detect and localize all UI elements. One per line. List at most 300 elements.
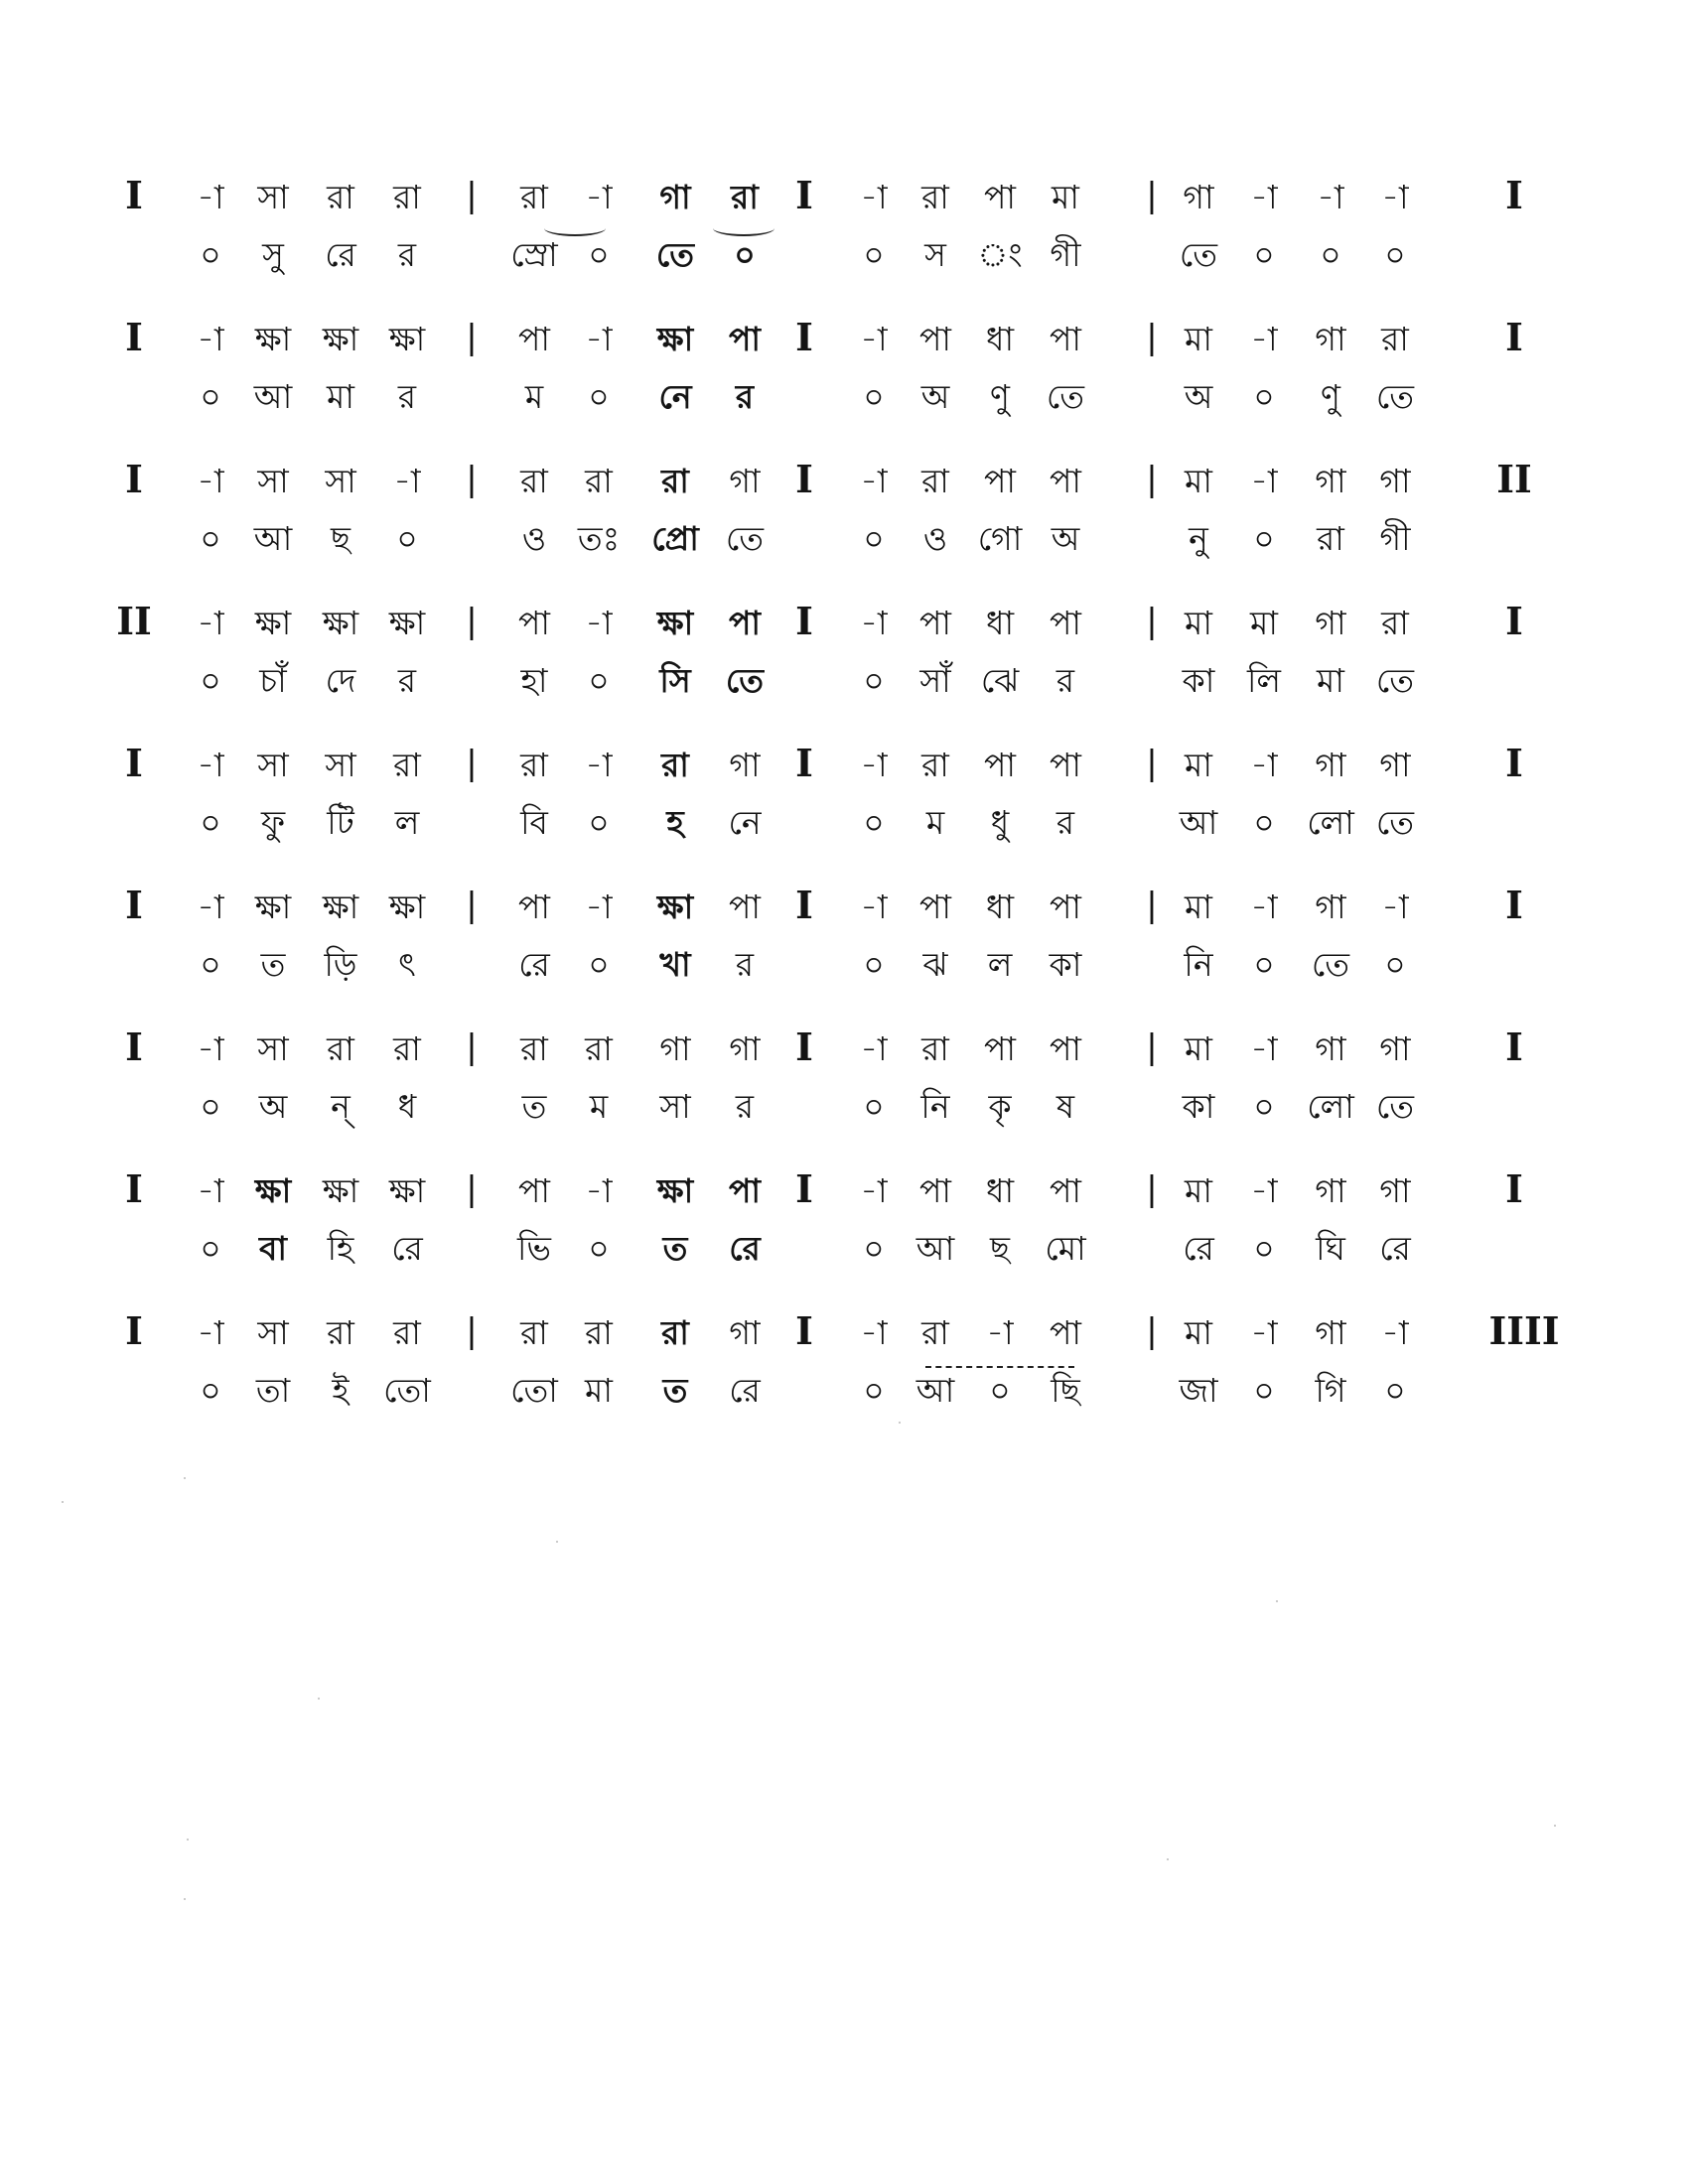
row-start-bar: I [125, 883, 143, 927]
swara-note: -া [585, 746, 613, 784]
row-end-bar: II [1496, 457, 1532, 501]
lyric-syllable: ০ [200, 803, 221, 842]
scan-speck [1554, 1825, 1556, 1827]
swara-note: ক্ষা [656, 1171, 694, 1210]
swara-note: -া [860, 1029, 888, 1068]
swara-note: -া [860, 887, 888, 926]
swara-note: গা [729, 1313, 761, 1352]
lyric-syllable: ০ [588, 803, 610, 842]
swara-note: রা [393, 1313, 421, 1352]
row-start-bar: I [125, 741, 143, 785]
lyric-syllable: লো [1307, 803, 1354, 842]
lyric-syllable: রে [729, 1371, 761, 1410]
swara-note: গা [1315, 604, 1346, 642]
swara-note: গা [1315, 462, 1346, 500]
lyric-syllable: হ [666, 803, 684, 842]
swara-note: গা [1315, 1313, 1346, 1352]
lyric-syllable: ০ [1384, 235, 1406, 274]
lyric-syllable: ল [987, 945, 1013, 984]
swara-note: রা [585, 1313, 613, 1352]
lyric-syllable: ছ [990, 1229, 1010, 1268]
lyric-syllable: ০ [1253, 1229, 1275, 1268]
swara-note: ক্ষা [254, 604, 292, 642]
lyric-syllable: ০ [1253, 519, 1275, 558]
swara-note: রা [520, 462, 548, 500]
beat-divider: | [466, 1027, 478, 1067]
swara-note: রা [520, 178, 548, 216]
lyric-syllable: তে [725, 661, 765, 700]
swara-note: রা [661, 462, 689, 500]
section-divider: I [795, 1024, 813, 1069]
lyric-syllable: দে [325, 661, 356, 700]
swara-note: -া [197, 887, 224, 926]
lyric-syllable: অ [1184, 377, 1213, 416]
swara-note: -া [1381, 887, 1409, 926]
swara-note: গা [1315, 1171, 1346, 1210]
lyric-syllable: র [397, 235, 417, 274]
lyric-syllable: সি [659, 661, 691, 700]
lyric-syllable: অ [258, 1087, 288, 1126]
lyric-syllable: তে [1311, 945, 1350, 984]
swara-note: ক্ষা [254, 1171, 292, 1210]
swara-note: পা [729, 320, 761, 358]
swara-note: গা [729, 462, 761, 500]
lyric-syllable: গি [1315, 1371, 1346, 1410]
slur-mark [713, 220, 774, 236]
lyric-syllable: ফু [260, 803, 286, 842]
swara-note: -া [585, 604, 613, 642]
lyric-syllable: ভি [516, 1229, 552, 1268]
lyric-syllable: ০ [200, 1087, 221, 1126]
lyric-syllable: ০ [734, 235, 756, 274]
lyric-syllable: ০ [1384, 945, 1406, 984]
lyric-syllable: মা [585, 1371, 613, 1410]
lyric-syllable: ও [521, 519, 547, 558]
lyric-syllable: ০ [1253, 377, 1275, 416]
lyric-syllable: ন্ [331, 1087, 351, 1126]
swara-note: ধা [985, 887, 1015, 926]
swara-note: গা [659, 1029, 691, 1068]
swara-note: গা [729, 746, 761, 784]
lyric-syllable: ০ [1253, 1371, 1275, 1410]
scan-speck [62, 1501, 64, 1503]
section-divider: I [795, 173, 813, 217]
row-start-bar: I [125, 1166, 143, 1211]
section-divider: I [795, 1166, 813, 1211]
row-end-bar: I [1505, 883, 1523, 927]
swara-note: রা [393, 178, 421, 216]
lyric-syllable: ০ [1253, 1087, 1275, 1126]
lyric-syllable: ০ [863, 661, 885, 700]
swara-note: ক্ষা [656, 320, 694, 358]
lyric-syllable: অ [920, 377, 950, 416]
row-start-bar: I [125, 1308, 143, 1353]
swara-note: পা [729, 887, 761, 926]
row-start-bar: I [125, 1024, 143, 1069]
section-divider: I [795, 883, 813, 927]
lyric-syllable: ধ [397, 1087, 417, 1126]
lyric-syllable: কা [1049, 945, 1082, 984]
lyric-syllable: কা [1182, 1087, 1215, 1126]
lyric-syllable: তে [725, 519, 765, 558]
swara-note: -া [1381, 178, 1409, 216]
lyric-syllable: ম [524, 377, 544, 416]
swara-note: পা [1050, 320, 1081, 358]
lyric-syllable: বা [259, 1229, 287, 1268]
row-start-bar: II [116, 599, 152, 643]
lyric-syllable: ত [662, 1229, 688, 1268]
lyric-syllable: রে [518, 945, 550, 984]
lyric-syllable: জা [1179, 1371, 1218, 1410]
lyric-syllable: আ [253, 377, 293, 416]
swara-note: রা [921, 1313, 949, 1352]
beat-divider: | [466, 176, 478, 215]
scan-speck [1167, 1858, 1169, 1860]
swara-note: সা [257, 1029, 289, 1068]
lyric-syllable: নি [1184, 945, 1213, 984]
lyric-syllable: ০ [1253, 945, 1275, 984]
swara-note: পা [919, 604, 951, 642]
swara-note: মা [1185, 746, 1212, 784]
swara-note: -া [585, 1171, 613, 1210]
swara-note: ক্ষা [254, 887, 292, 926]
swara-note: গা [1315, 1029, 1346, 1068]
lyric-syllable: ঘি [1316, 1229, 1345, 1268]
swara-note: পা [984, 1029, 1016, 1068]
swara-note: -া [197, 1171, 224, 1210]
swara-note: গা [659, 178, 691, 216]
swara-note: মা [1185, 1029, 1212, 1068]
lyric-syllable: ০ [588, 235, 610, 274]
beat-divider: | [466, 460, 478, 499]
lyric-syllable: তে [1375, 1087, 1415, 1126]
beat-divider: | [1146, 886, 1158, 925]
swara-note: -া [1250, 1171, 1278, 1210]
lyric-syllable: ই [332, 1371, 350, 1410]
swara-note: -া [585, 178, 613, 216]
lyric-syllable: রে [1379, 1229, 1411, 1268]
section-divider: I [795, 741, 813, 785]
lyric-syllable: স [924, 235, 946, 274]
lyric-syllable: ০ [200, 945, 221, 984]
row-end-bar: I [1505, 599, 1523, 643]
beat-divider: | [1146, 602, 1158, 641]
lyric-syllable: গী [1379, 519, 1411, 558]
swara-note: সা [257, 1313, 289, 1352]
swara-note: -া [860, 178, 888, 216]
beat-divider: | [466, 602, 478, 641]
lyric-syllable: ০ [200, 377, 221, 416]
swara-note: -া [197, 1313, 224, 1352]
swara-note: সা [257, 462, 289, 500]
swara-note: -া [197, 604, 224, 642]
lyric-syllable: ষ [1055, 1087, 1075, 1126]
lyric-syllable: তে [1375, 377, 1415, 416]
lyric-syllable: ০ [863, 377, 885, 416]
lyric-syllable: তো [510, 1371, 558, 1410]
swara-note: রা [585, 462, 613, 500]
scan-speck [184, 1477, 186, 1479]
lyric-syllable: ০ [588, 377, 610, 416]
swara-note: -া [1250, 746, 1278, 784]
lyric-syllable: ছি [1051, 1371, 1080, 1410]
lyric-syllable: ০ [863, 945, 885, 984]
lyric-syllable: ম [589, 1087, 609, 1126]
swara-note: পা [1050, 604, 1081, 642]
swara-note: -া [197, 746, 224, 784]
swara-note: পা [984, 178, 1016, 216]
lyric-syllable: র [397, 377, 417, 416]
lyric-syllable: স্রো [510, 235, 558, 274]
lyric-syllable: ড়ি [324, 945, 357, 984]
lyric-syllable: রে [391, 1229, 423, 1268]
swara-note: মা [1185, 320, 1212, 358]
swara-note: ক্ষা [656, 604, 694, 642]
swara-note: পা [518, 320, 550, 358]
swara-note: -া [1250, 1313, 1278, 1352]
meend-mark [925, 1356, 1074, 1368]
lyric-syllable: তে [1046, 377, 1085, 416]
swara-note: পা [1050, 462, 1081, 500]
row-end-bar: I [1505, 741, 1523, 785]
swara-note: পা [1050, 746, 1081, 784]
swara-note: মা [1250, 604, 1278, 642]
swara-note: ক্ষা [254, 320, 292, 358]
scan-speck [184, 1898, 186, 1900]
lyric-syllable: হি [327, 1229, 354, 1268]
swara-note: মা [1185, 1171, 1212, 1210]
row-end-bar: I [1505, 315, 1523, 359]
lyric-syllable: ০ [588, 1229, 610, 1268]
lyric-syllable: তে [1179, 235, 1218, 274]
lyric-syllable: বি [520, 803, 548, 842]
lyric-syllable: ত [662, 1371, 688, 1410]
swara-note: -া [1381, 1313, 1409, 1352]
lyric-syllable: রে [1183, 1229, 1214, 1268]
lyric-syllable: টি [327, 803, 354, 842]
swara-note: রা [585, 1029, 613, 1068]
lyric-syllable: তো [383, 1371, 431, 1410]
lyric-syllable: তে [1375, 661, 1415, 700]
swara-note: -া [860, 604, 888, 642]
swara-note: রা [661, 1313, 689, 1352]
swara-note: -া [197, 178, 224, 216]
scan-speck [318, 1698, 320, 1700]
swara-note: পা [729, 604, 761, 642]
scan-speck [187, 1839, 189, 1841]
beat-divider: | [466, 318, 478, 357]
lyric-syllable: র [735, 945, 755, 984]
swara-note: গা [729, 1029, 761, 1068]
lyric-syllable: ০ [1384, 1371, 1406, 1410]
slur-mark [544, 220, 606, 236]
beat-divider: | [1146, 176, 1158, 215]
swara-note: ক্ষা [322, 320, 359, 358]
lyric-syllable: ০ [863, 519, 885, 558]
beat-divider: | [1146, 1311, 1158, 1351]
swara-note: রা [921, 746, 949, 784]
swara-note: পা [919, 320, 951, 358]
swara-note: মা [1052, 178, 1079, 216]
swara-note: -া [197, 462, 224, 500]
swara-note: গা [1379, 746, 1411, 784]
swara-note: -া [860, 320, 888, 358]
lyric-syllable: লি [1246, 661, 1282, 700]
lyric-syllable: র [1055, 661, 1075, 700]
swara-note: -া [1250, 887, 1278, 926]
scan-speck [1276, 1600, 1278, 1602]
beat-divider: | [466, 744, 478, 783]
lyric-syllable: সু [262, 235, 284, 274]
swara-note: -া [986, 1313, 1014, 1352]
lyric-syllable: ০ [200, 1229, 221, 1268]
row-end-bar: IIII [1488, 1308, 1560, 1353]
beat-divider: | [466, 1311, 478, 1351]
swara-note: গা [1183, 178, 1214, 216]
lyric-syllable: মো [1045, 1229, 1086, 1268]
swara-note: মা [1185, 1313, 1212, 1352]
row-end-bar: I [1505, 1024, 1523, 1069]
lyric-syllable: ৎ [398, 945, 416, 984]
swara-note: পা [1050, 887, 1081, 926]
lyric-syllable: ০ [200, 235, 221, 274]
swara-note: -া [860, 462, 888, 500]
swara-note: -া [197, 320, 224, 358]
lyric-syllable: ং [977, 235, 1023, 274]
lyric-syllable: ণু [990, 377, 1010, 416]
lyric-syllable: ০ [989, 1371, 1011, 1410]
swara-note: পা [518, 1171, 550, 1210]
swara-note: পা [518, 887, 550, 926]
lyric-syllable: হা [520, 661, 548, 700]
lyric-syllable: ০ [396, 519, 418, 558]
section-divider: I [795, 315, 813, 359]
lyric-syllable: সা [659, 1087, 691, 1126]
lyric-syllable: ০ [200, 661, 221, 700]
lyric-syllable: সাঁ [919, 661, 951, 700]
lyric-syllable: ০ [863, 1371, 885, 1410]
swara-note: -া [1250, 320, 1278, 358]
lyric-syllable: আ [1179, 803, 1218, 842]
scan-speck [556, 1541, 558, 1543]
swara-note: রা [921, 1029, 949, 1068]
swara-note: সা [325, 462, 356, 500]
lyric-syllable: অ [1051, 519, 1080, 558]
section-divider: I [795, 1308, 813, 1353]
lyric-syllable: ছ [331, 519, 351, 558]
lyric-syllable: আ [253, 519, 293, 558]
row-start-bar: I [125, 173, 143, 217]
swara-note: পা [984, 746, 1016, 784]
swara-note: ক্ষা [388, 320, 426, 358]
swara-note: পা [518, 604, 550, 642]
lyric-syllable: নে [658, 377, 692, 416]
lyric-syllable: ০ [200, 519, 221, 558]
swara-note: -া [585, 320, 613, 358]
swara-note: -া [585, 887, 613, 926]
beat-divider: | [466, 886, 478, 925]
lyric-syllable: ০ [863, 1087, 885, 1126]
swara-note: -া [197, 1029, 224, 1068]
beat-divider: | [1146, 1169, 1158, 1209]
swara-note: পা [729, 1171, 761, 1210]
section-divider: I [795, 599, 813, 643]
swara-note: পা [984, 462, 1016, 500]
lyric-syllable: ০ [863, 1229, 885, 1268]
swara-note: পা [1050, 1171, 1081, 1210]
lyric-syllable: নু [1189, 519, 1208, 558]
swara-note: রা [921, 178, 949, 216]
row-start-bar: I [125, 457, 143, 501]
lyric-syllable: ০ [588, 945, 610, 984]
swara-note: -া [1250, 462, 1278, 500]
lyric-syllable: কৃ [988, 1087, 1012, 1126]
lyric-syllable: র [1055, 803, 1075, 842]
swara-note: ক্ষা [656, 887, 694, 926]
lyric-syllable: গো [977, 519, 1023, 558]
lyric-syllable: মা [327, 377, 354, 416]
swara-note: -া [1317, 178, 1344, 216]
lyric-syllable: ঝে [980, 661, 1020, 700]
beat-divider: | [1146, 744, 1158, 783]
lyric-syllable: রে [729, 1229, 761, 1268]
swara-note: রা [1381, 320, 1409, 358]
row-end-bar: I [1505, 173, 1523, 217]
swara-note: গা [1315, 887, 1346, 926]
swara-note: পা [919, 887, 951, 926]
lyric-syllable: নি [920, 1087, 950, 1126]
swara-note: পা [919, 1171, 951, 1210]
swara-note: রা [520, 1029, 548, 1068]
lyric-syllable: ল [394, 803, 420, 842]
lyric-syllable: ও [922, 519, 948, 558]
swara-note: রা [327, 178, 354, 216]
lyric-syllable: ধু [990, 803, 1010, 842]
lyric-syllable: ০ [588, 661, 610, 700]
swara-note: -া [393, 462, 421, 500]
swara-note: ক্ষা [388, 604, 426, 642]
scan-speck [899, 1422, 901, 1424]
lyric-syllable: আ [915, 1371, 955, 1410]
lyric-syllable: গী [1050, 235, 1081, 274]
swara-note: সা [257, 746, 289, 784]
swara-note: গা [1379, 462, 1411, 500]
lyric-syllable: তঃ [577, 519, 621, 558]
lyric-syllable: ম [925, 803, 945, 842]
beat-divider: | [466, 1169, 478, 1209]
lyric-syllable: ঝ [922, 945, 948, 984]
swara-note: রা [327, 1029, 354, 1068]
lyric-syllable: লো [1307, 1087, 1354, 1126]
swara-note: রা [327, 1313, 354, 1352]
swara-note: ক্ষা [322, 604, 359, 642]
swara-note: রা [731, 178, 759, 216]
lyric-syllable: ০ [1253, 803, 1275, 842]
lyric-syllable: খা [659, 945, 691, 984]
swara-note: রা [393, 746, 421, 784]
swara-note: ক্ষা [322, 1171, 359, 1210]
beat-divider: | [1146, 1027, 1158, 1067]
lyric-syllable: ণু [1321, 377, 1340, 416]
lyric-syllable: ত [521, 1087, 547, 1126]
lyric-syllable: র [735, 377, 755, 416]
section-divider: I [795, 457, 813, 501]
swara-note: গা [1315, 746, 1346, 784]
swara-note: -া [860, 1313, 888, 1352]
swara-note: মা [1185, 462, 1212, 500]
lyric-syllable: ০ [863, 235, 885, 274]
swara-note: পা [1050, 1313, 1081, 1352]
